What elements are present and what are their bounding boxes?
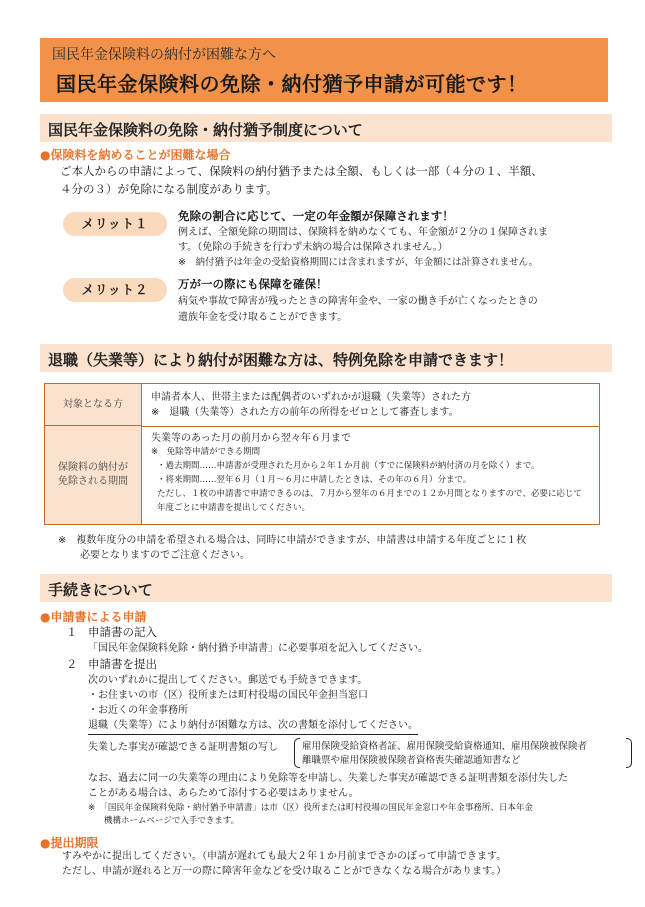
deadline-line-2: ただし、申請が遅れると万一の際に障害年金などを受け取ることができなくなる場合があります。） <box>62 866 507 877</box>
table-period-note: ※ 免除等申請ができる期間 <box>151 447 261 457</box>
section-heading-special-exemption: 退職（失業等）により納付が困難な方は、特例免除を申請できます！ <box>40 344 612 372</box>
merit-2-badge: メリット２ <box>63 278 167 302</box>
past-application-line-1: なお、過去に同一の失業等の理由により免除等を申請し、失業した事実が確認できる証明書類を添付失した <box>88 773 568 784</box>
certificate-bracket-left <box>294 738 300 768</box>
table-period-past: ・過去期間……申請書が受理された月から２年１か月前（すでに保険料が納付済の月を除く）まで。 <box>157 461 540 471</box>
merit-1-line-2: す。（免除の手続きを行わず未納の場合は保障されません。） <box>178 242 448 253</box>
multi-year-footnote-1: ※ 複数年度分の申請を希望される場合は、同時に申請ができますが、申請書は申請する年度ごとに１枚 <box>58 535 527 546</box>
table-period-main: 失業等のあった月の前月から翌々年６月まで <box>151 433 351 444</box>
table-label-target: 対象となる方 <box>45 384 142 426</box>
table-target-line-1: 申請者本人、世帯主または配偶者のいずれかが退職（失業等）された方 <box>151 392 471 403</box>
special-exemption-table <box>44 383 600 525</box>
step-2-title: 申請書を提出 <box>88 657 157 671</box>
table-label-period <box>45 426 142 524</box>
certificate-bracket-right <box>626 738 632 768</box>
table-period-tail-1: ただし、１枚の申請書で申請できるのは、７月から翌年の６月までの１２か月間となりますので、必要に応じて <box>157 489 582 499</box>
multi-year-footnote-2: 必要となりますのでご注意ください。 <box>80 550 250 561</box>
banner-title: 国民年金保険料の免除・納付猶予申請が可能です！ <box>56 72 528 96</box>
attachment-required-text: 退職（失業等）により納付が困難な方は、次の書類を添付してください。 <box>88 718 418 735</box>
table-period-future: ・将来期間……翌年６月（１月～６月に申請したときは、その年の６月）分まで。 <box>157 475 472 485</box>
step-1-title: 申請書の記入 <box>88 625 157 639</box>
section-heading-exemption: 国民年金保険料の免除・納付猶予制度について <box>40 114 612 142</box>
merit-2-line-1: 病気や事故で障害が残ったときの障害年金や、一家の働き手が亡くなったときの <box>178 296 538 307</box>
table-row-divider <box>142 426 599 427</box>
step-1-number: １ <box>66 625 78 639</box>
merit-1-badge: メリット１ <box>63 212 167 236</box>
certificate-item-2: 離職票や雇用保険被保険者資格喪失確認通知書など <box>302 755 521 766</box>
merit-2-title: 万が一の際にも保障を確保！ <box>178 277 328 291</box>
step-2-item-1: ・お住まいの市（区）役所または町村役場の国民年金担当窓口 <box>88 690 368 701</box>
header-banner <box>40 38 608 102</box>
bullet-heading-deadline: ●提出期限 <box>40 836 99 850</box>
step-1-text: 「国民年金保険料免除・納付猶予申請書」に必要事項を記入してください。 <box>88 643 428 654</box>
step-2-item-2: ・お近くの年金事務所 <box>88 705 188 716</box>
intro-line-2: ４分の３）が免除になる制度があります。 <box>60 182 278 196</box>
past-application-line-2: ことがある場合は、あらためて添付する必要はありません。 <box>88 788 359 799</box>
step-2-number: ２ <box>66 657 78 671</box>
section-heading-procedure: 手続きについて <box>40 574 612 602</box>
merit-1-title: 免除の割合に応じて、一定の年金額が保障されます！ <box>178 209 454 223</box>
bullet-heading-difficult: ●保険料を納めることが困難な場合 <box>40 148 231 162</box>
table-label-period-line-1: 保険料の納付が <box>58 462 128 473</box>
step-2-text: 次のいずれかに提出してください。郵送でも手続きできます。 <box>88 675 368 686</box>
merit-1-note: ※ 納付猶予は年金の受給資格期間には含まれますが、年金額には計算されません。 <box>178 257 539 268</box>
certificate-label: 失業した事実が確認できる証明書類の写し <box>88 742 278 753</box>
table-target-line-2: ※ 退職（失業等）された方の前年の所得をゼロとして審査します。 <box>151 407 459 418</box>
deadline-line-1: すみやかに提出してください。（申請が遅れても最大２年１か月前までさかのぼって申請できます。 <box>62 851 507 862</box>
form-availability-note-1: ※ 「国民年金保険料免除・納付猶予申請書」は市（区）役所または町村役場の国民年金窓口や年金事務所、日本年金 <box>88 803 533 813</box>
table-period-tail-2: 年度ごとに申請書を提出してください。 <box>157 503 311 513</box>
banner-subtitle: 国民年金保険料の納付が困難な方へ <box>52 47 276 63</box>
certificate-item-1: 雇用保険受給資格者証、雇用保険受給資格通知、雇用保険被保険者 <box>302 741 588 752</box>
form-availability-note-2: 機構ホームページで入手できます。 <box>104 816 240 826</box>
merit-1-line-1: 例えば、全額免除の期間は、保険料を納めなくても、年金額が２分の１保障されま <box>178 227 548 238</box>
merit-2-line-2: 遺族年金を受け取ることができます。 <box>178 312 348 323</box>
bullet-heading-application: ●申請書による申請 <box>40 610 147 624</box>
table-label-period-line-2: 免除される期間 <box>58 476 128 487</box>
intro-line-1: ご本人からの申請によって、保険料の納付猶予または全額、もしくは一部（４分の１、半額、 <box>60 164 543 178</box>
